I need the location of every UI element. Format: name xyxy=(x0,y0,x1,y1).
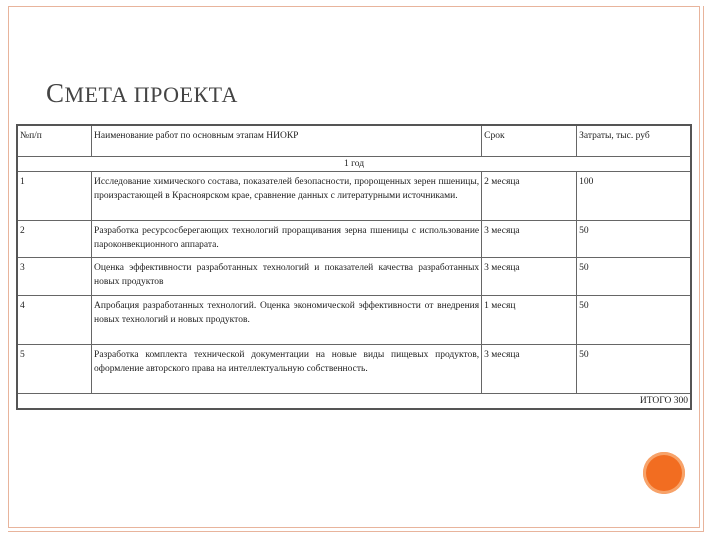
row-name: Исследование химического состава, показателей безопасности, пророщенных зерен пшеницы, произрастающей в Красноярском крае, сравнение данных с литературными источниками. xyxy=(92,172,482,221)
frame-shadow-right xyxy=(703,6,704,532)
header-cost: Затраты, тыс. руб xyxy=(577,125,691,157)
row-cost: 50 xyxy=(577,221,691,258)
row-num: 3 xyxy=(17,258,92,296)
row-num: 4 xyxy=(17,296,92,345)
table-row xyxy=(17,258,691,296)
table-header-row xyxy=(17,125,691,157)
decorative-circle xyxy=(643,452,685,494)
table-row xyxy=(17,296,691,345)
page-title xyxy=(46,78,238,109)
header-term: Срок xyxy=(482,125,577,157)
total-row xyxy=(17,394,691,410)
frame-shadow-bottom xyxy=(8,531,704,532)
title-first-letter: С xyxy=(46,78,65,108)
row-num: 1 xyxy=(17,172,92,221)
header-name: Наименование работ по основным этапам НИОКР xyxy=(92,125,482,157)
row-cost: 50 xyxy=(577,258,691,296)
row-name: Разработка ресурсосберегающих технологий проращивания зерна пшеницы с использование пароконвекционного аппарата. xyxy=(92,221,482,258)
row-name: Апробация разработанных технологий. Оценка экономической эффективности от внедрения новых технологий и новых продуктов. xyxy=(92,296,482,345)
row-name: Оценка эффективности разработанных технологий и показателей качества разработанных новых продуктов xyxy=(92,258,482,296)
table-row xyxy=(17,172,691,221)
row-term: 3 месяца xyxy=(482,258,577,296)
row-cost: 100 xyxy=(577,172,691,221)
header-num: №п/п xyxy=(17,125,92,157)
row-name: Разработка комплекта технической документации на новые виды пищевых продуктов, оформление авторского права на интеллектуальную собственность. xyxy=(92,345,482,394)
table-row xyxy=(17,221,691,258)
row-cost: 50 xyxy=(577,296,691,345)
table-row xyxy=(17,345,691,394)
row-term: 2 месяца xyxy=(482,172,577,221)
year-row xyxy=(17,157,691,172)
row-num: 2 xyxy=(17,221,92,258)
year-label: 1 год xyxy=(17,157,691,172)
row-term: 1 месяц xyxy=(482,296,577,345)
title-rest: МЕТА ПРОЕКТА xyxy=(64,82,238,107)
total-label: ИТОГО 300 xyxy=(17,394,691,410)
row-term: 3 месяца xyxy=(482,221,577,258)
row-num: 5 xyxy=(17,345,92,394)
row-term: 3 месяца xyxy=(482,345,577,394)
budget-table xyxy=(16,124,692,410)
row-cost: 50 xyxy=(577,345,691,394)
